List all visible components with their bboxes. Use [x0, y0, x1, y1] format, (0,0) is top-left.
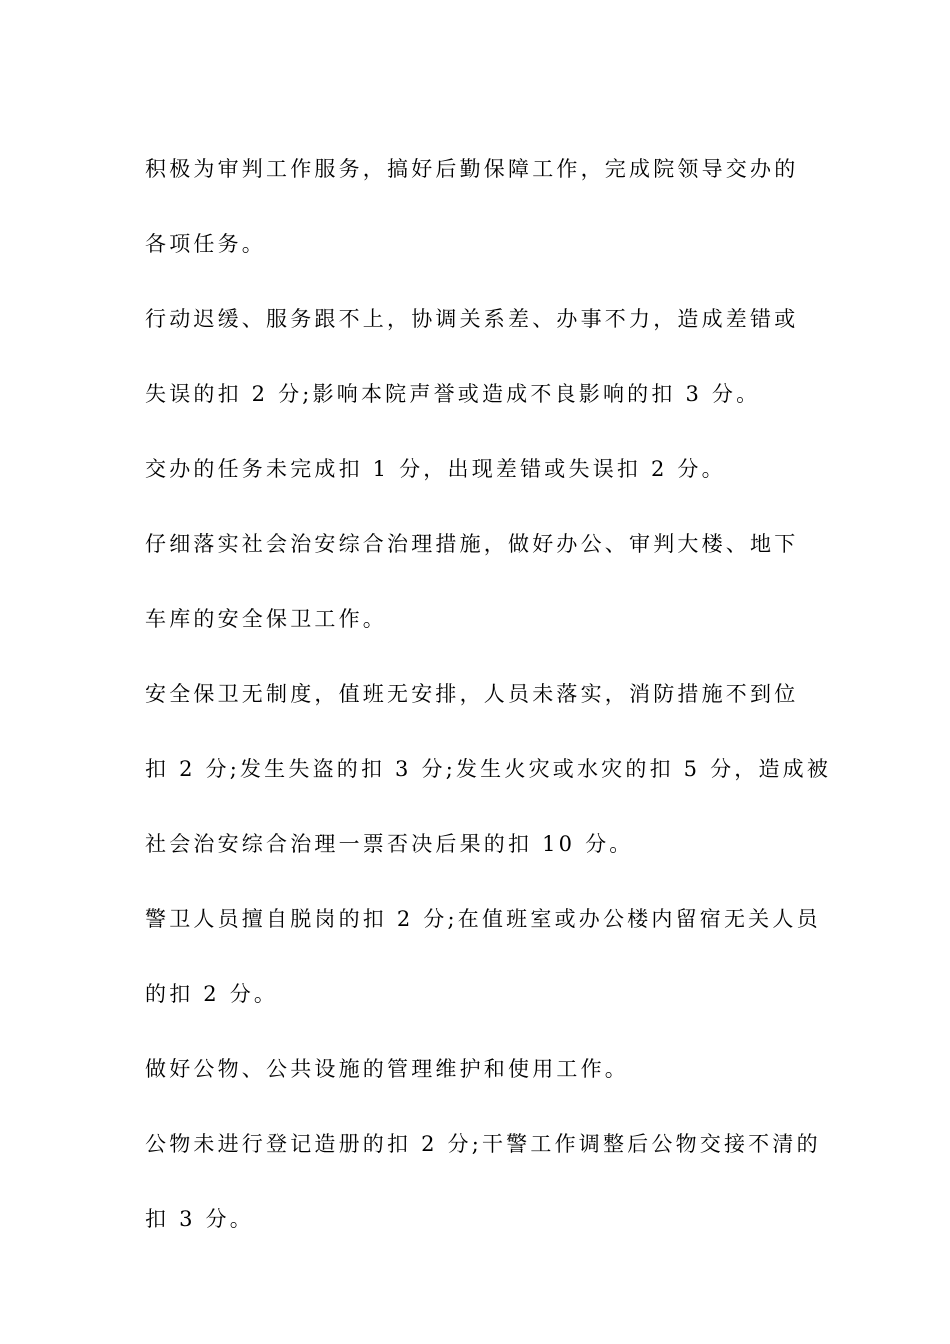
text-line: 行动迟缓、服务跟不上，协调关系差、办事不力，造成差错或 — [145, 307, 799, 331]
text-line: 扣 3 分。 — [145, 1207, 254, 1231]
document-body — [145, 132, 832, 1257]
paragraph-property-duty — [145, 1032, 810, 1107]
text-line: 的扣 2 分。 — [145, 982, 279, 1006]
text-line: 仔细落实社会治安综合治理措施，做好办公、审判大楼、地下 — [145, 532, 799, 556]
paragraph-service-duty — [145, 132, 810, 282]
paragraph-security-duty — [145, 507, 810, 657]
text-line: 安全保卫无制度，值班无安排，人员未落实，消防措施不到位 — [145, 682, 799, 706]
text-line: 公物未进行登记造册的扣 2 分;干警工作调整后公物交接不清的 — [145, 1132, 821, 1156]
text-line: 警卫人员擅自脱岗的扣 2 分;在值班室或办公楼内留宿无关人员 — [145, 907, 821, 931]
paragraph-security-penalty — [145, 657, 832, 882]
text-line: 社会治安综合治理一票否决后果的扣 10 分。 — [145, 832, 634, 856]
text-line: 做好公物、公共设施的管理维护和使用工作。 — [145, 1057, 629, 1081]
text-line: 各项任务。 — [145, 232, 266, 256]
paragraph-service-penalty — [145, 282, 810, 432]
text-line: 积极为审判工作服务，搞好后勤保障工作，完成院领导交办的 — [145, 157, 799, 181]
paragraph-guard-penalty — [145, 882, 821, 1032]
text-line: 扣 2 分;发生失盗的扣 3 分;发生火灾或水灾的扣 5 分，造成被 — [145, 757, 832, 781]
paragraph-property-penalty — [145, 1107, 821, 1257]
text-line: 车库的安全保卫工作。 — [145, 607, 387, 631]
text-line: 交办的任务未完成扣 1 分，出现差错或失误扣 2 分。 — [145, 457, 726, 481]
paragraph-task-penalty — [145, 432, 810, 507]
text-line: 失误的扣 2 分;影响本院声誉或造成不良影响的扣 3 分。 — [145, 382, 761, 406]
